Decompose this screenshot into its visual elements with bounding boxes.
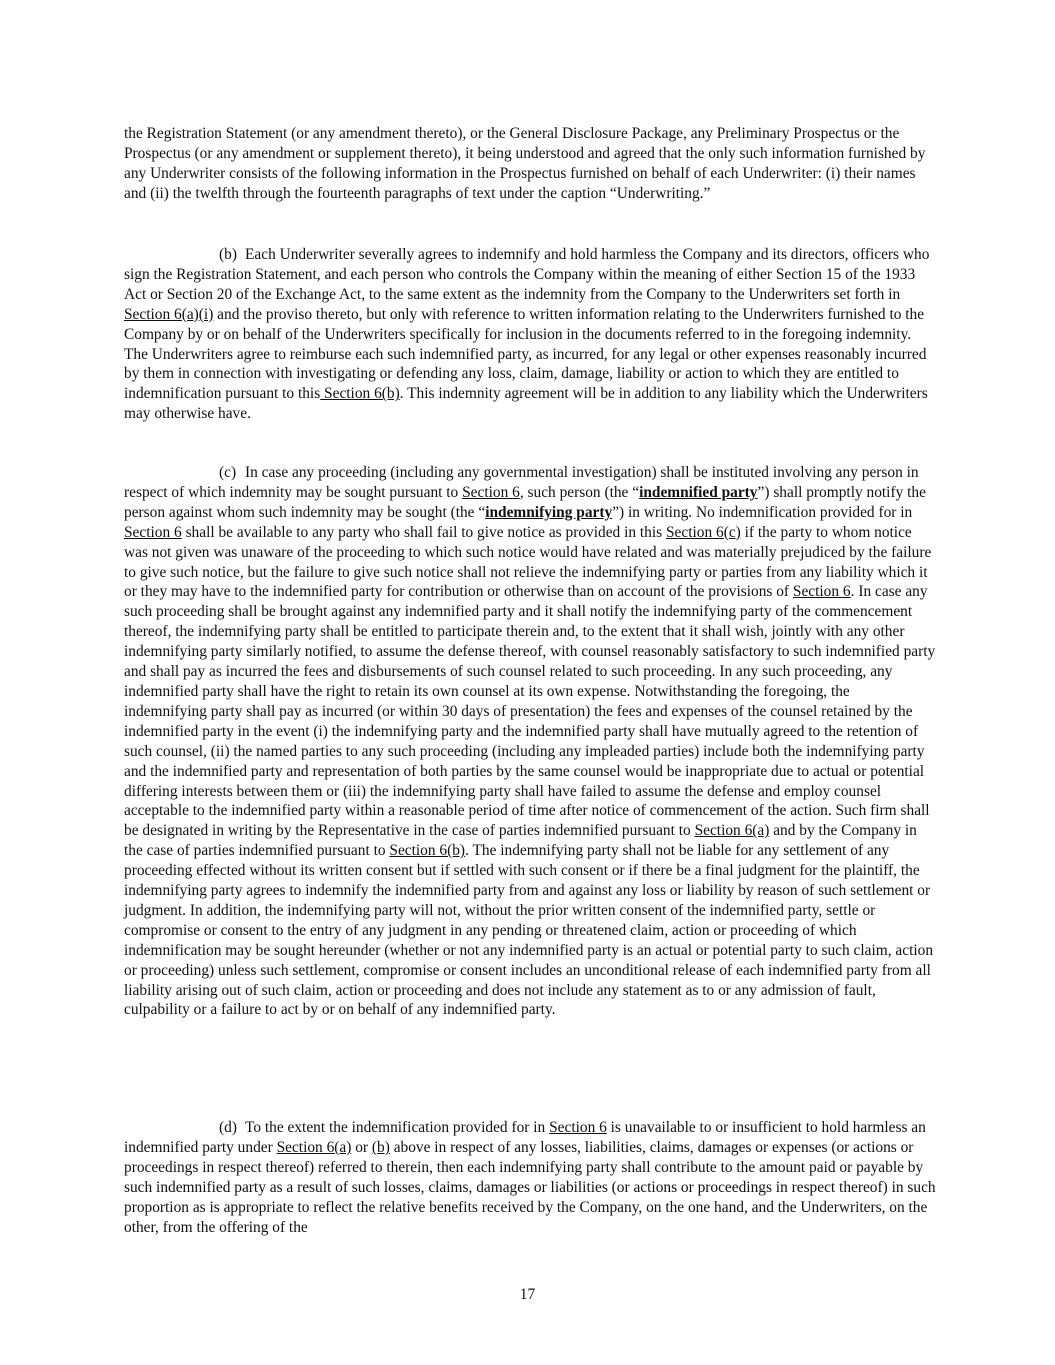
paragraph-text: the Registration Statement (or any amendment thereto), or the General Disclosure Package, any Preliminary Prospectus or the Prospectus (or any amendment or supplement thereto), it being understood and agreed that the only such information furnished by any Underwriter consists of the following information in the Prospectus furnished on behalf of each Underwriter: (i) their names and (ii) the twelfth through the fourteenth paragraphs of text under the caption “Underwriting.” xyxy=(124,125,926,202)
defined-term-indemnifying-party: indemnifying party xyxy=(485,503,613,521)
paragraph-b: (b) Each Underwriter severally agrees to indemnify and hold harmless the Company and its directors, officers who sign the Registration Statement, and each person who controls the Company within the meaning of either Section 15 of the 1933 Act or Section 20 of the Exchange Act, to the same extent as the indemnity from the Company to the Underwriters set forth in Section 6(a)(i) and the proviso thereto, but only with reference to written information relating to the Underwriters furnished to the Company by or on behalf of the Underwriters specifically for inclusion in the documents referred to in the foregoing indemnity. The Underwriters agree to reimburse each such indemnified party, as incurred, for any legal or other expenses reasonably incurred by them in connection with investigating or defending any loss, claim, damage, liability or action to which they are entitled to indemnification pursuant to this Section 6(b). This indemnity agreement will be in addition to any liability which the Underwriters may otherwise have. xyxy=(124,246,930,423)
section-reference: Section 6(c) xyxy=(665,523,741,541)
section-reference: Section 6(a) xyxy=(694,822,770,840)
clause-label-b: (b) xyxy=(219,246,237,263)
paragraph-continuation xyxy=(124,124,936,204)
page-number: 17 xyxy=(519,1286,536,1303)
section-reference: (b) xyxy=(371,1138,390,1156)
paragraph-c: (c) In case any proceeding (including any governmental investigation) shall be instituted involving any person in respect of which indemnity may be sought pursuant to Section 6, such person (the “indemnified party”) shall promptly notify the person against whom such indemnity may be sought (the “indemnifying party”) in writing. No indemnification provided for in Section 6 shall be available to any party who shall fail to give notice as provided in this Section 6(c) if the party to whom notice was not given was unaware of the proceeding to which such notice would have related and was materially prejudiced by the failure to give such notice, but the failure to give such notice shall not relieve the indemnifying party or parties from any liability which it or they may have to the indemnified party for contribution or otherwise than on account of the provisions of Section 6. In case any such proceeding shall be brought against any indemnified party and it shall notify the indemnifying party of the commencement thereof, the indemnifying party shall be entitled to participate therein and, to the extent that it shall wish, jointly with any other indemnifying party similarly notified, to assume the defense thereof, with counsel reasonably satisfactory to such indemnified party and shall pay as incurred the fees and disbursements of such counsel related to such proceeding. In any such proceeding, any indemnified party shall have the right to retain its own counsel at its own expense. Notwithstanding the foregoing, the indemnifying party shall pay as incurred (or within 30 days of presentation) the fees and expenses of the counsel retained by the indemnified party in the event (i) the indemnifying party and the indemnified party shall have mutually agreed to the retention of such counsel, (ii) the named parties to any such proceeding (including any impleaded parties) include both the indemnifying party and the indemnified party and representation of both parties by the same counsel would be inappropriate due to actual or potential differing interests between them or (iii) the indemnifying party shall have failed to assume the defense and employ counsel acceptable to the indemnified party within a reasonable period of time after notice of commencement of the action. Such firm shall be designated in writing by the Representative in the case of parties indemnified pursuant to Section 6(a) and by the Company in the case of parties indemnified pursuant to Section 6(b). The indemnifying party shall not be liable for any settlement of any proceeding effected without its written consent but if settled with such consent or if there be a final judgment for the plaintiff, the indemnifying party agrees to indemnify the indemnified party from and against any loss or liability by reason of such settlement or judgment. In addition, the indemnifying party will not, without the prior written consent of the indemnified party, settle or compromise or consent to the entry of any judgment in any pending or threatened claim, action or proceeding of which indemnification may be sought hereunder (whether or not any indemnified party is an actual or potential party to such claim, action or proceeding) unless such settlement, compromise or consent includes an unconditional release of each indemnified party from all liability arising out of such claim, action or proceeding and does not include any statement as to or any admission of fault, culpability or a failure to act by or on behalf of any indemnified party. xyxy=(124,464,936,1019)
section-reference: Section 6(b) xyxy=(389,842,466,860)
section-reference: Section 6 xyxy=(462,483,520,501)
section-reference: Section 6(a)(i) xyxy=(124,305,214,323)
section-reference: Section 6 xyxy=(124,523,182,541)
defined-term-indemnified-party: indemnified party xyxy=(639,483,758,501)
section-reference: Section 6(a) xyxy=(276,1138,352,1156)
clause-label-c: (c) xyxy=(219,464,237,481)
section-reference: Section 6 xyxy=(549,1119,607,1136)
paragraph-d: (d) To the extent the indemnification provided for in Section 6 is unavailable to or insufficient to hold harmless an indemnified party under Section 6(a) or (b) above in respect of any losses, liabilities, claims, damages or expenses (or actions or proceedings in respect thereof) referred to therein, then each indemnifying party shall contribute to the amount paid or payable by such indemnified party as a result of such losses, claims, damages or liabilities (or actions or proceedings in respect thereof) in such proportion as is appropriate to reflect the relative benefits received by the Company, on the one hand, and the Underwriters, on the other, from the offering of the xyxy=(124,1119,936,1236)
section-reference: Section 6 xyxy=(792,583,851,601)
section-reference: Section 6(b) xyxy=(320,385,400,403)
clause-label-d: (d) xyxy=(219,1119,237,1136)
